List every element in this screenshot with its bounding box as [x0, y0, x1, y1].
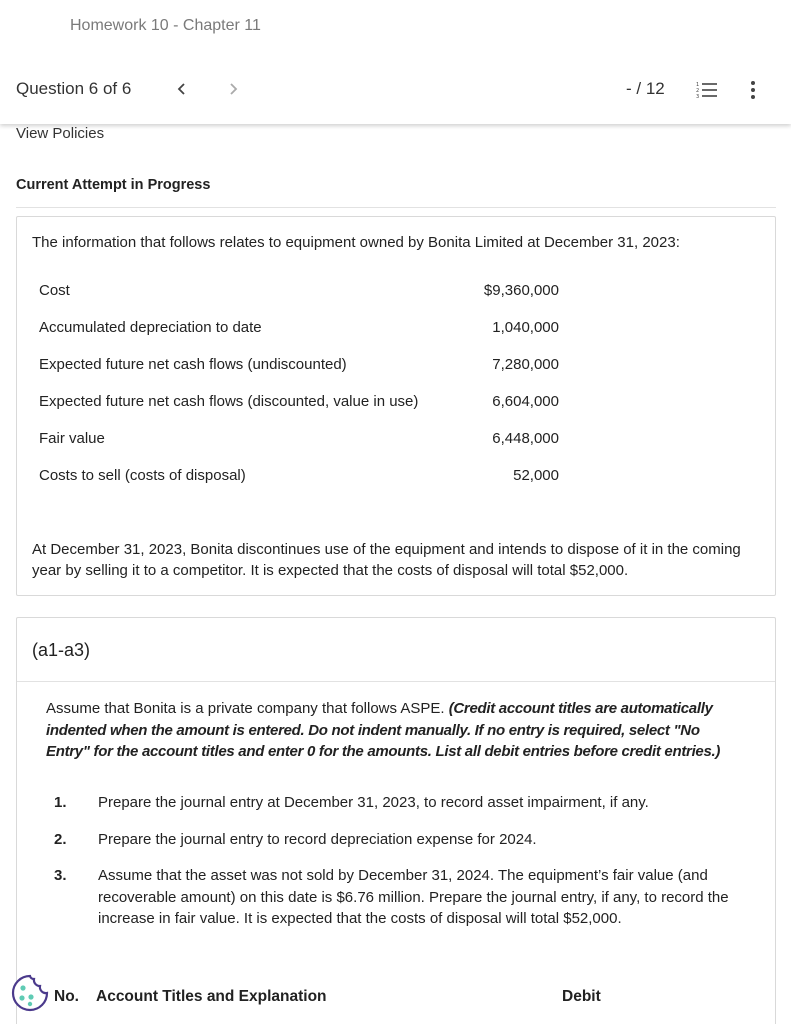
step-number: 2. [54, 830, 67, 848]
row-value: 6,448,000 [492, 430, 559, 447]
part-label: (a1-a3) [32, 640, 91, 660]
instructions [46, 698, 746, 763]
assignment-title: Homework 10 - Chapter 11 [70, 17, 261, 34]
instructions-emphasis: (Credit account titles are automatically indented when the amount is entered. Do not indent manually. If no entry is required, select "No Entry" for the account titles and enter 0 for the amounts. List all debit entries before credit entries.) [46, 700, 721, 760]
step-number: 1. [54, 794, 67, 811]
svg-text:3: 3 [696, 94, 700, 100]
step-number: 3. [54, 867, 67, 884]
row-value: 7,280,000 [492, 356, 559, 373]
more-options-button[interactable] [744, 79, 762, 101]
table-row [39, 356, 559, 393]
problem-intro: The information that follows relates to equipment owned by Bonita Limited at December 31, 2023: [32, 234, 680, 251]
svg-text:2: 2 [696, 88, 700, 94]
column-header-debit: Debit [562, 988, 601, 1005]
row-label: Expected future net cash flows (discounted, value in use) [39, 393, 419, 410]
cookie-assistant-icon [10, 973, 50, 1013]
assistant-button[interactable] [10, 973, 50, 1013]
svg-text:1: 1 [696, 82, 700, 88]
chevron-left-icon [172, 78, 192, 100]
header-bar [0, 0, 791, 124]
step-text: Prepare the journal entry at December 31, 2023, to record asset impairment, if any. [98, 794, 649, 811]
list-item [46, 792, 746, 814]
row-value: 52,000 [513, 467, 559, 484]
journal-table-header [17, 988, 775, 1010]
question-list-button[interactable] [696, 80, 718, 100]
step-text: Prepare the journal entry to record depreciation expense for 2024. [98, 830, 537, 848]
row-label: Accumulated depreciation to date [39, 319, 262, 336]
next-question-button[interactable] [223, 78, 243, 100]
previous-question-button[interactable] [172, 78, 192, 100]
attempt-status: Current Attempt in Progress [16, 177, 211, 193]
steps-list [46, 792, 746, 945]
list-item [46, 865, 746, 930]
part-card [16, 617, 776, 1024]
problem-card [16, 216, 776, 596]
row-label: Costs to sell (costs of disposal) [39, 467, 246, 484]
table-row [39, 430, 559, 467]
table-row [39, 319, 559, 356]
row-value: 1,040,000 [492, 319, 559, 336]
column-header-account: Account Titles and Explanation [96, 988, 327, 1005]
step-text: Assume that the asset was not sold by December 31, 2024. The equipment’s fair value (and recoverable amount) on this date is $6.76 million. Prepare the journal entry, if any, to record the increase in fair value. It is expected that the costs of disposal will total $52,000. [98, 867, 729, 927]
view-policies-link[interactable]: View Policies [16, 125, 105, 142]
row-value: 6,604,000 [492, 393, 559, 410]
row-label: Cost [39, 282, 70, 299]
table-row [39, 393, 559, 430]
question-indicator: Question 6 of 6 [16, 79, 132, 98]
instructions-text: Assume that Bonita is a private company that follows ASPE. [46, 700, 449, 717]
list-item [46, 829, 746, 851]
row-label: Expected future net cash flows (undiscounted) [39, 356, 347, 373]
score-display: - / 12 [626, 79, 665, 98]
table-row [39, 282, 559, 319]
row-value: $9,360,000 [483, 282, 559, 299]
table-row [39, 467, 559, 504]
more-vertical-icon [744, 79, 762, 101]
chevron-right-icon [223, 78, 243, 100]
divider [16, 207, 776, 208]
problem-paragraph: At December 31, 2023, Bonita discontinues use of the equipment and intends to dispose of it in the coming year by selling it to a competitor. It is expected that the costs of disposal will total $52,000. [32, 541, 741, 579]
column-header-no: No. [54, 988, 79, 1005]
equipment-data-table [39, 282, 559, 504]
divider [17, 681, 775, 682]
row-label: Fair value [39, 430, 105, 447]
numbered-list-icon [696, 80, 718, 100]
